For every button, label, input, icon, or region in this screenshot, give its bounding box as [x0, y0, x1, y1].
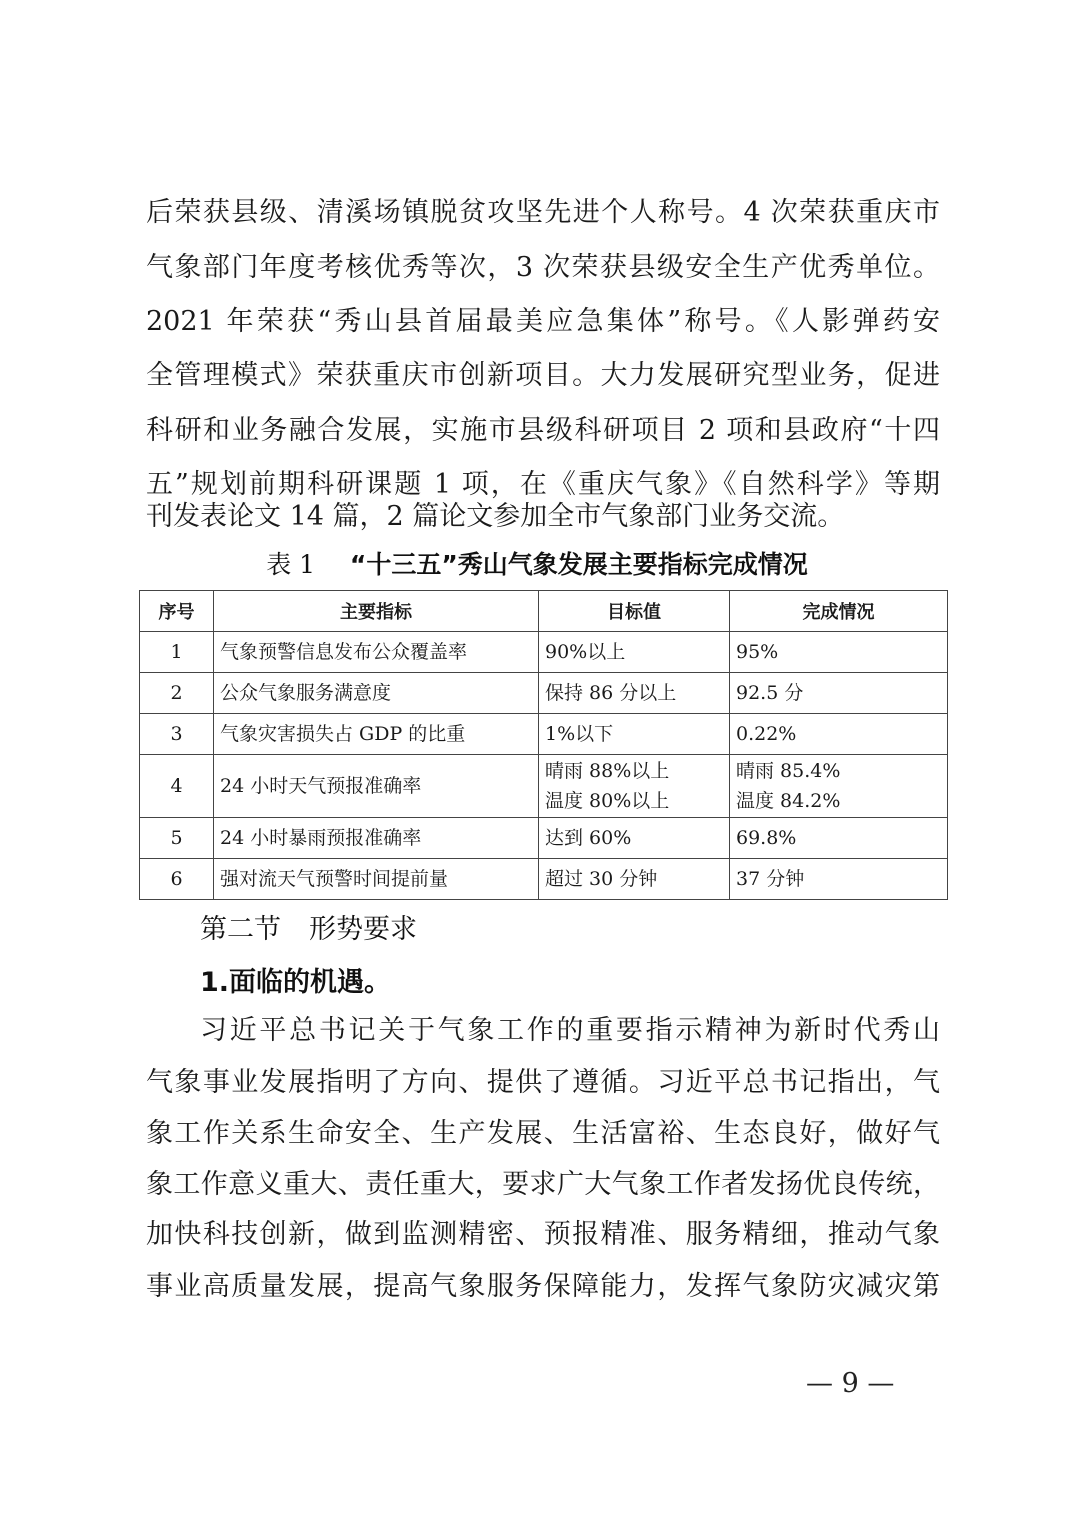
cell-target — [539, 755, 730, 818]
paragraph-line: 加快科技创新，做到监测精密、预报精准、服务精细，推动气象 — [146, 1219, 940, 1250]
section-title: 形势要求 — [309, 914, 417, 945]
column-header-target: 目标值 — [539, 591, 730, 632]
cell-seq: 1 — [140, 632, 214, 673]
paragraph-line: 习近平总书记关于气象工作的重要指示精神为新时代秀山 — [200, 1015, 940, 1046]
cell-result: 0.22% — [730, 714, 948, 755]
cell-indicator: 24 小时暴雨预报准确率 — [214, 818, 539, 859]
cell-result: 69.8% — [730, 818, 948, 859]
table-caption: “十三五”秀山气象发展主要指标完成情况 — [349, 550, 808, 579]
cell-target: 1%以下 — [539, 714, 730, 755]
cell-indicator: 24 小时天气预报准确率 — [214, 755, 539, 818]
paragraph-line: 后荣获县级、清溪场镇脱贫攻坚先进个人称号。4 次荣获重庆市 — [146, 197, 940, 228]
table-row — [140, 818, 948, 859]
cell-result: 95% — [730, 632, 948, 673]
cell-result-line: 晴雨 85.4% — [736, 760, 841, 782]
paragraph-line: 五”规划前期科研课题 1 项，在《重庆气象》《自然科学》等期 — [146, 469, 940, 500]
cell-seq: 5 — [140, 818, 214, 859]
cell-seq: 2 — [140, 673, 214, 714]
column-header-result: 完成情况 — [730, 591, 948, 632]
paragraph-line: 象工作关系生命安全、生产发展、生活富裕、生态良好，做好气 — [146, 1118, 940, 1149]
cell-seq: 3 — [140, 714, 214, 755]
cell-indicator: 强对流天气预警时间提前量 — [214, 859, 539, 900]
table-row — [140, 673, 948, 714]
cell-target-line: 温度 80%以上 — [545, 790, 670, 812]
column-header-seq: 序号 — [140, 591, 214, 632]
table-header-row — [140, 591, 948, 632]
cell-seq: 4 — [140, 755, 214, 818]
paragraph-line: 象工作意义重大、责任重大，要求广大气象工作者发扬优良传统， — [146, 1169, 940, 1200]
cell-indicator: 公众气象服务满意度 — [214, 673, 539, 714]
paragraph-line: 刊发表论文 14 篇，2 篇论文参加全市气象部门业务交流。 — [146, 501, 845, 532]
paragraph-line: 气象部门年度考核优秀等次，3 次荣获县级安全生产优秀单位。 — [146, 252, 940, 283]
cell-result — [730, 755, 948, 818]
page-number: — 9 — — [806, 1368, 895, 1399]
table-row — [140, 755, 948, 818]
cell-seq: 6 — [140, 859, 214, 900]
cell-target: 90%以上 — [539, 632, 730, 673]
column-header-indicator: 主要指标 — [214, 591, 539, 632]
paragraph-line: 气象事业发展指明了方向、提供了遵循。习近平总书记指出，气 — [146, 1067, 940, 1098]
cell-result-line: 温度 84.2% — [736, 790, 841, 812]
table-row — [140, 714, 948, 755]
paragraph-line: 事业高质量发展，提高气象服务保障能力，发挥气象防灾减灾第 — [146, 1271, 940, 1302]
indicator-table — [139, 590, 948, 900]
table-number: 表 1 — [266, 550, 316, 579]
section-heading — [200, 910, 417, 950]
cell-indicator: 气象预警信息发布公众覆盖率 — [214, 632, 539, 673]
cell-result: 37 分钟 — [730, 859, 948, 900]
subheading: 1.面临的机遇。 — [200, 967, 392, 998]
cell-target: 达到 60% — [539, 818, 730, 859]
paragraph-line: 全管理模式》荣获重庆市创新项目。大力发展研究型业务，促进 — [146, 360, 940, 391]
cell-target: 超过 30 分钟 — [539, 859, 730, 900]
cell-indicator: 气象灾害损失占 GDP 的比重 — [214, 714, 539, 755]
table-row — [140, 859, 948, 900]
cell-target: 保持 86 分以上 — [539, 673, 730, 714]
table-title — [0, 547, 1074, 583]
section-label: 第二节 — [200, 914, 281, 945]
paragraph-line: 科研和业务融合发展，实施市县级科研项目 2 项和县政府“十四 — [146, 415, 940, 446]
paragraph-line: 2021 年荣获“秀山县首届最美应急集体”称号。《人影弹药安 — [146, 306, 940, 337]
table-row — [140, 632, 948, 673]
cell-target-line: 晴雨 88%以上 — [545, 760, 670, 782]
cell-result: 92.5 分 — [730, 673, 948, 714]
